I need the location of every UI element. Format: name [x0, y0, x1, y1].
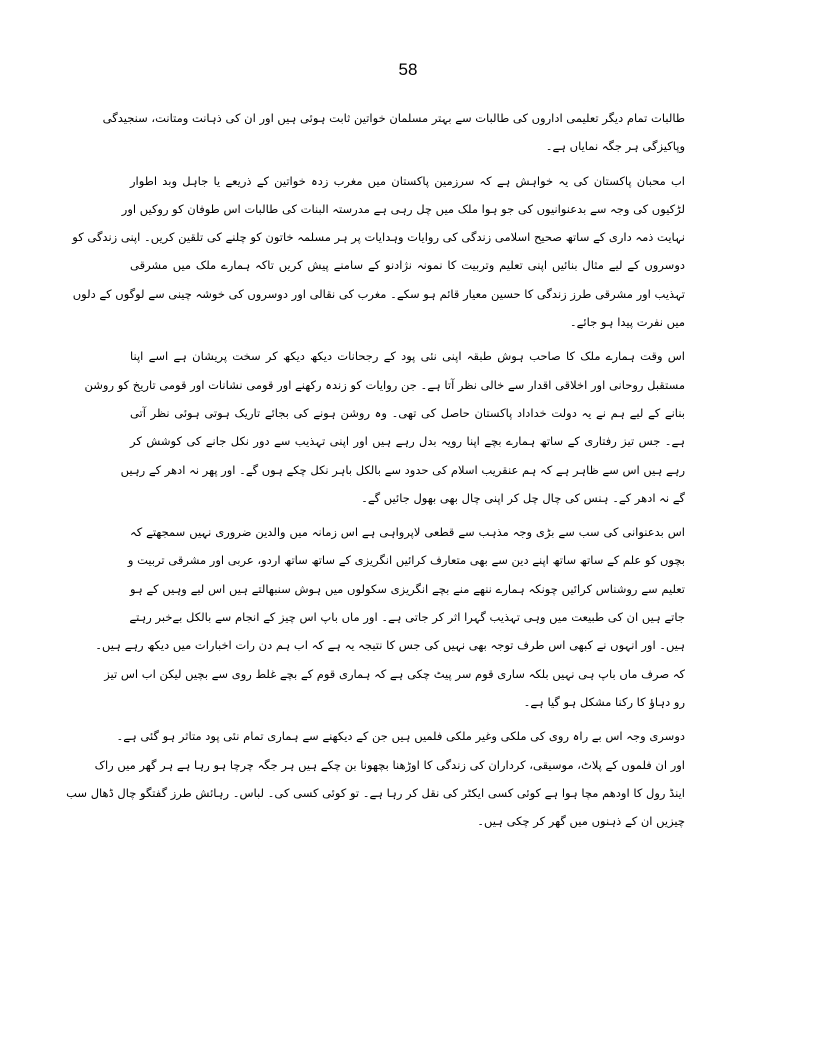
text-line: چیزیں ان کے ذہنوں میں گھر کر چکی ہیں۔: [477, 814, 685, 829]
paragraph-4: [95, 518, 685, 716]
text-line: اینڈ رول کا اودھم مچا ہوا ہے کوئی کسی ایکٹر کی نقل کر رہا ہے۔ تو کوئی کسی کی۔ لباس۔ رہائش طرز گفتگو چال ڈھال سب: [66, 785, 685, 800]
text-line: رہے ہیں اس سے ظاہر ہے کہ ہم عنقریب اسلام کی حدود سے بالکل باہر نکل چکے ہوں گے۔ اور پھر نہ ادھر کے رہیں: [120, 462, 685, 477]
text-line: اب محبان پاکستان کی یہ خواہش ہے کہ سرزمین پاکستان میں مغرب زدہ خواتین کے ذریعے یا جاہل وبد اطوار: [130, 173, 685, 188]
text-line: کہ صرف ماں باپ ہی نہیں بلکہ ساری قوم سر پیٹ چکی ہے کہ ہماری قوم کے بچے غلط روی سے بچیں لیکن اب اس تیز: [104, 666, 685, 681]
text-line: لڑکیوں کی وجہ سے بدعنوانیوں کی جو ہوا ملک میں چل رہی ہے مدرستہ البنات کی طالبات اس طوفان کو روکیں اور: [121, 201, 685, 216]
text-line: وپاکیزگی ہر جگہ نمایاں ہے۔: [545, 139, 685, 154]
text-line: بچوں کو علم کے ساتھ ساتھ اپنے دین سے بھی متعارف کرائیں انگریزی کے ساتھ ساتھ اردو، عربی اور مشرقی تربیت و: [127, 553, 685, 568]
text-line: میں نفرت پیدا ہو جائے۔: [569, 315, 685, 330]
paragraph-1: [102, 104, 685, 161]
text-line: اور ان فلموں کے پلاٹ، موسیقی، کرداران کی زندگی کا اوڑھنا بچھونا بن چکے ہیں ہر جگہ چرچا ہو رہا ہے ہر گھر میں راک: [94, 757, 685, 772]
paragraph-5: [66, 722, 685, 835]
text-line: دوسری وجہ اس بے راہ روی کی ملکی وغیر ملکی فلمیں ہیں جن کے دیکھنے سے ہماری تمام نئی پود متاثر ہو گئی ہے۔: [116, 729, 685, 744]
paragraph-3: [84, 342, 685, 512]
text-line: رو دہاؤ کا رکنا مشکل ہو گیا ہے۔: [523, 694, 685, 709]
text-line: اس وقت ہمارے ملک کا صاحب ہوش طبقہ اپنی نئی پود کے رجحانات دیکھ دیکھ کر سخت پریشان ہے اسے اپنا: [130, 349, 685, 364]
text-line: تہذیب اور مشرقی طرز زندگی کا حسین معیار قائم ہو سکے۔ مغرب کی نقالی اور دوسروں کی خوشہ چینی سے لوگوں کے دلوں: [72, 286, 685, 301]
text-line: بنانے کے لیے ہم نے یہ دولت خداداد پاکستان حاصل کی تھی۔ وہ روشن ہونے کی بجائے تاریک ہوتی ہوئی نظر آتی: [130, 405, 685, 420]
text-line: مستقبل روحانی اور اخلاقی اقدار سے خالی نظر آتا ہے۔ جن روایات کو زندہ رکھنے اور قومی نشانات اور قومی تاریخ کو روشن: [84, 377, 685, 392]
text-line: دوسروں کے لیے مثال بنائیں اپنی تعلیم وتربیت کا نمونہ نژادنو کے سامنے پیش کریں تاکہ ہمارے ملک میں مشرقی: [130, 258, 685, 273]
paragraph-2: [72, 167, 685, 337]
text-line: گے نہ ادھر کے۔ ہنس کی چال چل کر اپنی چال بھی بھول جائیں گے۔: [361, 490, 685, 505]
text-line: ہے۔ جس تیز رفتاری کے ساتھ ہمارے بچے اپنا رویہ بدل رہے ہیں اور اپنی تہذیب سے دور نکل جانے کی کوشش کر: [130, 434, 685, 449]
text-line: ہیں۔ اور انہوں نے کبھی اس طرف توجہ بھی نہیں کی جس کا نتیجہ یہ ہے کہ اب ہم دن رات اخبارات میں دیکھ رہے ہیں۔: [95, 638, 685, 653]
text-line: نہایت ذمہ داری کے ساتھ صحیح اسلامی زندگی کی روایات وہدایات پر ہر مسلمہ خاتون کو چلنے کی تلقین کریں۔ اپنی زندگی کو: [72, 230, 685, 245]
text-line: اس بدعنوانی کی سب سے بڑی وجہ مذہب سے قطعی لاپرواہی ہے اس زمانہ میں والدین ضروری نہیں سمجھتے کہ: [130, 525, 685, 540]
body-text: [66, 104, 685, 841]
text-line: تعلیم سے روشناس کرائیں چونکہ ہمارے ننھے منے بچے انگریزی سکولوں میں ہوش سنبھالتے ہیں اس لیے وہیں کے ہو: [130, 581, 685, 596]
text-line: جاتے ہیں ان کی طبیعت میں وہی تہذیب گہرا اثر کر جاتی ہے۔ اور ماں باپ اس چیز کے انجام سے بالکل بےخبر رہتے: [129, 610, 685, 625]
text-line: طالبات تمام دیگر تعلیمی اداروں کی طالبات سے بہتر مسلمان خواتین ثابت ہوئی ہیں اور ان کی ذہانت ومتانت، سنجیدگی: [102, 111, 685, 125]
page-number: 58: [398, 60, 418, 79]
